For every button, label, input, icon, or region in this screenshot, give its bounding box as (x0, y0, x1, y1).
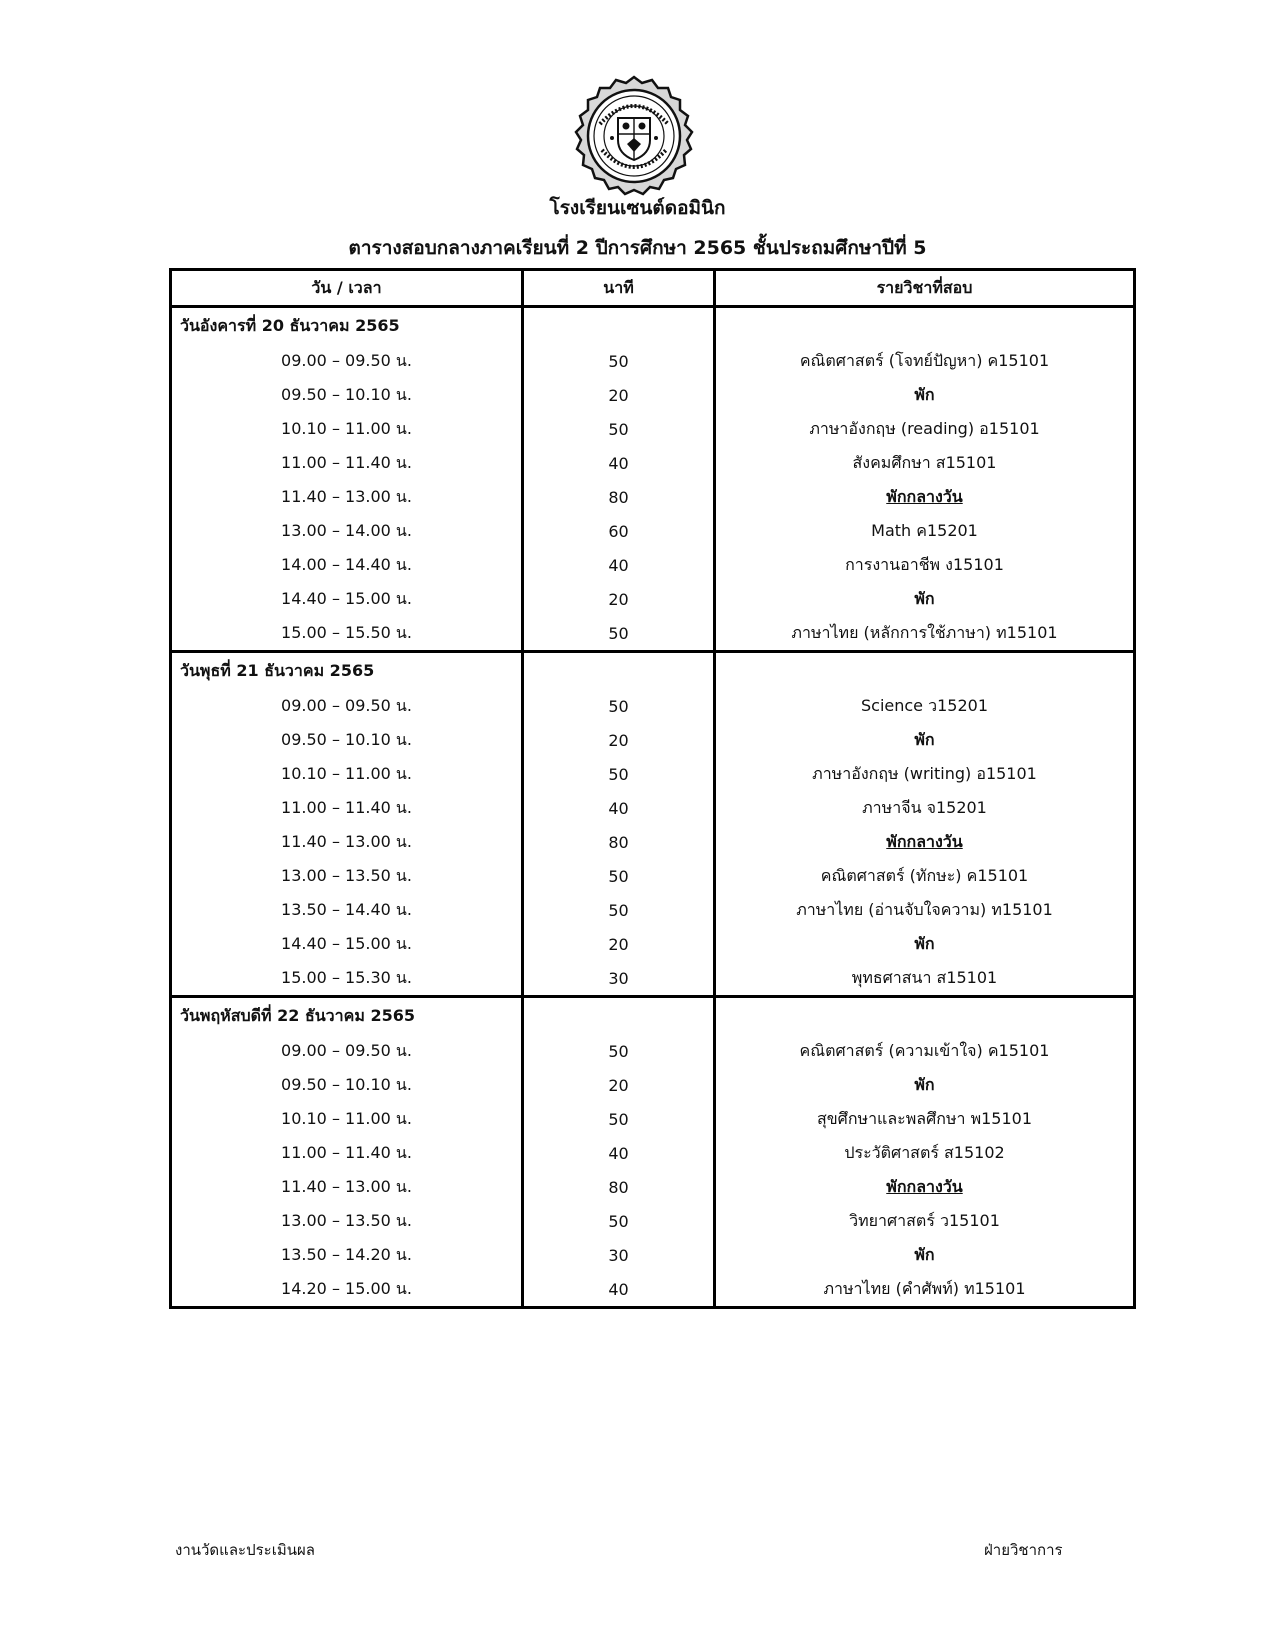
time-cell: 11.00 – 11.40 น. (171, 1136, 523, 1170)
subject-cell: ภาษาไทย (อ่านจับใจความ) ท15101 (715, 893, 1135, 927)
time-cell: 11.40 – 13.00 น. (171, 1170, 523, 1204)
subject-cell: พัก (715, 1068, 1135, 1102)
empty-cell (523, 652, 715, 690)
table-row (171, 1034, 1135, 1068)
table-row (171, 723, 1135, 757)
subject-cell: สังคมศึกษา ส15101 (715, 446, 1135, 480)
minutes-cell: 80 (523, 1170, 715, 1204)
schedule-body (171, 307, 1135, 1308)
time-cell: 09.00 – 09.50 น. (171, 689, 523, 723)
time-cell: 14.40 – 15.00 น. (171, 927, 523, 961)
subject-cell: วิทยาศาสตร์ ว15101 (715, 1204, 1135, 1238)
subject-cell: พุทธศาสนา ส15101 (715, 961, 1135, 997)
minutes-cell: 50 (523, 859, 715, 893)
day-header-row (171, 997, 1135, 1035)
school-seal-logo (572, 74, 696, 198)
subject-cell: Math ค15201 (715, 514, 1135, 548)
day-label: วันอังคารที่ 20 ธันวาคม 2565 (171, 307, 523, 345)
minutes-cell: 40 (523, 791, 715, 825)
table-row (171, 1068, 1135, 1102)
time-cell: 15.00 – 15.50 น. (171, 616, 523, 652)
minutes-cell: 30 (523, 1238, 715, 1272)
subject-cell: ภาษาอังกฤษ (writing) อ15101 (715, 757, 1135, 791)
footer-measurement-dept: งานวัดและประเมินผล (175, 1541, 315, 1559)
empty-cell (715, 997, 1135, 1035)
time-cell: 09.50 – 10.10 น. (171, 378, 523, 412)
time-cell: 13.50 – 14.20 น. (171, 1238, 523, 1272)
minutes-cell: 80 (523, 480, 715, 514)
minutes-cell: 20 (523, 1068, 715, 1102)
school-name: โรงเรียนเซนต์ดอมินิก (549, 197, 726, 219)
subject-cell: พัก (715, 582, 1135, 616)
subject-cell: คณิตศาสตร์ (โจทย์ปัญหา) ค15101 (715, 344, 1135, 378)
table-row (171, 1136, 1135, 1170)
table-header-row (171, 270, 1135, 307)
minutes-cell: 50 (523, 1204, 715, 1238)
table-row (171, 1272, 1135, 1308)
empty-cell (715, 307, 1135, 345)
table-row (171, 791, 1135, 825)
table-row (171, 616, 1135, 652)
table-row (171, 480, 1135, 514)
minutes-cell: 20 (523, 927, 715, 961)
time-cell: 09.00 – 09.50 น. (171, 1034, 523, 1068)
subject-cell: คณิตศาสตร์ (ทักษะ) ค15101 (715, 859, 1135, 893)
empty-cell (523, 307, 715, 345)
table-row (171, 412, 1135, 446)
minutes-cell: 40 (523, 548, 715, 582)
subject-cell: ภาษาอังกฤษ (reading) อ15101 (715, 412, 1135, 446)
minutes-cell: 50 (523, 344, 715, 378)
minutes-cell: 20 (523, 378, 715, 412)
subject-cell: พักกลางวัน (715, 825, 1135, 859)
subject-cell: ประวัติศาสตร์ ส15102 (715, 1136, 1135, 1170)
time-cell: 11.00 – 11.40 น. (171, 791, 523, 825)
time-cell: 11.00 – 11.40 น. (171, 446, 523, 480)
day-header-row (171, 307, 1135, 345)
time-cell: 09.50 – 10.10 น. (171, 723, 523, 757)
subject-cell: ภาษาไทย (หลักการใช้ภาษา) ท15101 (715, 616, 1135, 652)
time-cell: 10.10 – 11.00 น. (171, 412, 523, 446)
column-header-subject: รายวิชาที่สอบ (715, 270, 1135, 307)
time-cell: 10.10 – 11.00 น. (171, 757, 523, 791)
minutes-cell: 50 (523, 412, 715, 446)
footer-academic-dept: ฝ่ายวิชาการ (984, 1541, 1063, 1559)
time-cell: 11.40 – 13.00 น. (171, 480, 523, 514)
table-row (171, 344, 1135, 378)
subject-cell: พักกลางวัน (715, 480, 1135, 514)
table-row (171, 961, 1135, 997)
subject-cell: พัก (715, 927, 1135, 961)
day-label: วันพฤหัสบดีที่ 22 ธันวาคม 2565 (171, 997, 523, 1035)
exam-schedule-table (169, 268, 1136, 1309)
subject-cell: ภาษาจีน จ15201 (715, 791, 1135, 825)
minutes-cell: 60 (523, 514, 715, 548)
minutes-cell: 50 (523, 1102, 715, 1136)
document-title: ตารางสอบกลางภาคเรียนที่ 2 ปีการศึกษา 2565 ชั้นประถมศึกษาปีที่ 5 (348, 237, 927, 259)
column-header-day-time: วัน / เวลา (171, 270, 523, 307)
day-label: วันพุธที่ 21 ธันวาคม 2565 (171, 652, 523, 690)
table-row (171, 757, 1135, 791)
empty-cell (715, 652, 1135, 690)
subject-cell: สุขศึกษาและพลศึกษา พ15101 (715, 1102, 1135, 1136)
empty-cell (523, 997, 715, 1035)
time-cell: 13.00 – 13.50 น. (171, 1204, 523, 1238)
minutes-cell: 20 (523, 582, 715, 616)
minutes-cell: 80 (523, 825, 715, 859)
table-row (171, 548, 1135, 582)
column-header-minutes: นาที (523, 270, 715, 307)
table-row (171, 514, 1135, 548)
minutes-cell: 40 (523, 1272, 715, 1308)
subject-cell: พัก (715, 378, 1135, 412)
subject-cell: พัก (715, 1238, 1135, 1272)
table-row (171, 1238, 1135, 1272)
table-row (171, 378, 1135, 412)
table-row (171, 859, 1135, 893)
minutes-cell: 50 (523, 893, 715, 927)
time-cell: 14.00 – 14.40 น. (171, 548, 523, 582)
table-row (171, 689, 1135, 723)
subject-cell: พัก (715, 723, 1135, 757)
minutes-cell: 20 (523, 723, 715, 757)
time-cell: 13.50 – 14.40 น. (171, 893, 523, 927)
time-cell: 09.00 – 09.50 น. (171, 344, 523, 378)
time-cell: 09.50 – 10.10 น. (171, 1068, 523, 1102)
minutes-cell: 50 (523, 757, 715, 791)
subject-cell: คณิตศาสตร์ (ความเข้าใจ) ค15101 (715, 1034, 1135, 1068)
time-cell: 11.40 – 13.00 น. (171, 825, 523, 859)
subject-cell: พักกลางวัน (715, 1170, 1135, 1204)
table-row (171, 446, 1135, 480)
table-row (171, 1170, 1135, 1204)
time-cell: 14.40 – 15.00 น. (171, 582, 523, 616)
time-cell: 10.10 – 11.00 น. (171, 1102, 523, 1136)
minutes-cell: 50 (523, 616, 715, 652)
table-row (171, 825, 1135, 859)
minutes-cell: 50 (523, 689, 715, 723)
minutes-cell: 40 (523, 1136, 715, 1170)
table-row (171, 893, 1135, 927)
day-header-row (171, 652, 1135, 690)
time-cell: 15.00 – 15.30 น. (171, 961, 523, 997)
time-cell: 13.00 – 13.50 น. (171, 859, 523, 893)
subject-cell: ภาษาไทย (คำศัพท์) ท15101 (715, 1272, 1135, 1308)
table-row (171, 1102, 1135, 1136)
subject-cell: Science ว15201 (715, 689, 1135, 723)
table-row (171, 927, 1135, 961)
table-row (171, 582, 1135, 616)
table-row (171, 1204, 1135, 1238)
time-cell: 13.00 – 14.00 น. (171, 514, 523, 548)
time-cell: 14.20 – 15.00 น. (171, 1272, 523, 1308)
minutes-cell: 40 (523, 446, 715, 480)
minutes-cell: 50 (523, 1034, 715, 1068)
minutes-cell: 30 (523, 961, 715, 997)
subject-cell: การงานอาชีพ ง15101 (715, 548, 1135, 582)
